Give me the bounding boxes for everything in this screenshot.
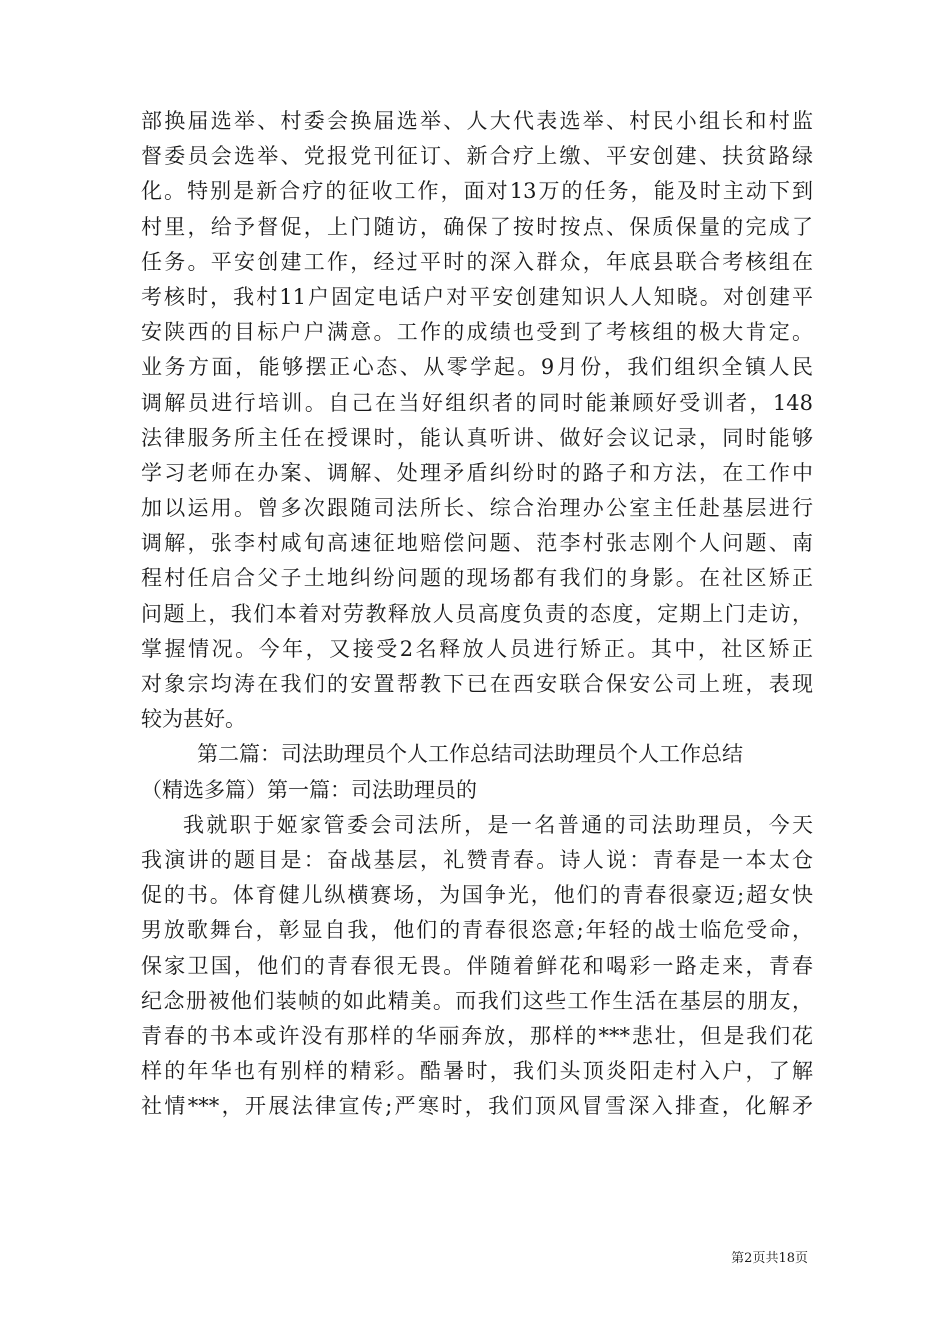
text-line: 法律服务所主任在授课时，能认真听讲、做好会议记录，同时能够 [141,425,813,450]
text-line: 化。特别是新合疗的征收工作，面对13万的任务，能及时主动下到 [141,179,813,204]
text-line: 男放歌舞台，彰显自我，他们的青春很恣意;年轻的战士临危受命， [141,918,813,943]
text-line: 社情***，开展法律宣传;严寒时，我们顶风冒雪深入排查，化解矛 [141,1094,813,1119]
text-line: 促的书。体育健儿纵横赛场，为国争光，他们的青春很豪迈;超女快 [141,883,813,908]
text-line: 调解员进行培训。自己在当好组织者的同时能兼顾好受训者，148 [141,390,813,415]
text-line: 保家卫国，他们的青春很无畏。伴随着鲜花和喝彩一路走来，青春 [141,953,813,978]
document-body [141,104,813,1124]
text-line: 青春的书本或许没有那样的华丽奔放，那样的***悲壮，但是我们花 [141,1023,813,1048]
text-line: 部换届选举、村委会换届选举、人大代表选举、村民小组长和村监 [141,109,813,133]
text-line: 安陕西的目标户户满意。工作的成绩也受到了考核组的极大肯定。 [141,320,813,345]
text-line: 样的年华也有别样的精彩。酷暑时，我们头顶炎阳走村入户，了解 [141,1059,813,1084]
text-line: 督委员会选举、党报党刊征订、新合疗上缴、平安创建、扶贫路绿 [141,144,813,169]
text-line: 对象宗均涛在我们的安置帮教下已在西安联合保安公司上班，表现 [141,672,813,696]
text-line: 考核时，我村11户固定电话户对平安创建知识人人知晓。对创建平 [141,284,813,309]
text-line: 村里，给予督促，上门随访，确保了按时按点、保质保量的完成了 [141,214,813,239]
text-line: 我演讲的题目是：奋战基层，礼赞青春。诗人说：青春是一本太仓 [141,847,813,872]
text-line: 问题上，我们本着对劳教释放人员高度负责的态度，定期上门走访， [141,601,813,626]
text-line: 任务。平安创建工作，经过平时的深入群众，年底县联合考核组在 [141,249,813,274]
text-line: 程村任启合父子土地纠纷问题的现场都有我们的身影。在社区矫正 [141,566,813,591]
section-heading-line: 第二篇：司法助理员个人工作总结司法助理员个人工作总结 [197,742,743,767]
text-line: 业务方面，能够摆正心态、从零学起。9月份，我们组织全镇人民 [141,355,813,380]
page-number: 第2页共18页 [731,1251,808,1266]
section-heading-line: （精选多篇）第一篇：司法助理员的 [141,777,477,802]
text-line: 调解，张李村咸旬高速征地赔偿问题、范李村张志刚个人问题、南 [141,531,813,556]
text-line: 我就职于姬家管委会司法所，是一名普通的司法助理员，今天 [183,812,813,837]
text-line: 掌握情况。今年，又接受2名释放人员进行矫正。其中，社区矫正 [141,636,813,661]
text-line: 纪念册被他们装帧的如此精美。而我们这些工作生活在基层的朋友， [141,988,813,1013]
text-line: 学习老师在办案、调解、处理矛盾纠纷时的路子和方法，在工作中 [141,460,813,485]
text-line: 较为甚好。 [141,707,246,732]
text-line: 加以运用。曾多次跟随司法所长、综合治理办公室主任赴基层进行 [141,496,813,521]
